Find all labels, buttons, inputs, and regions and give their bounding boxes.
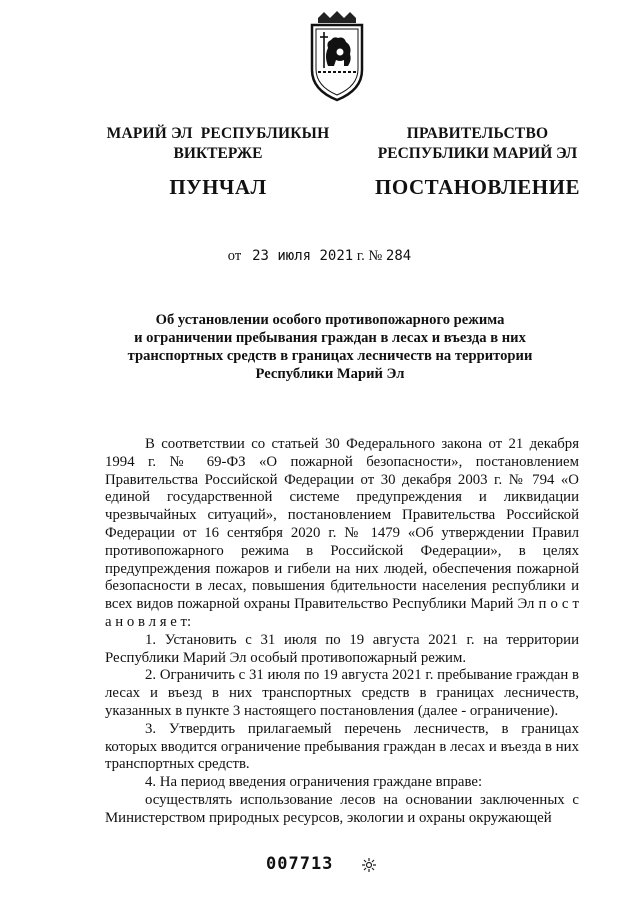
title-line: транспортных средств в границах лесничеств на территории [127,348,533,364]
header-left-marii [98,124,338,200]
header-right-line1: ПРАВИТЕЛЬСТВО [406,125,549,142]
document-title [80,311,580,383]
header-right-title: ПОСТАНОВЛЕНИЕ [375,175,580,199]
dateline-number: 284 [385,248,412,264]
coat-of-arms-emblem [298,10,376,102]
title-line: Об установлении особого противопожарного режима [155,312,505,328]
body-paragraph-item4: 4. На период введения ограничения граждане вправе: [145,774,483,791]
body-paragraph-item1: 1. Установить с 31 июля по 19 августа 2021 г. на территории Республики Марий Эл особый противопожарный режим. [105,631,579,666]
dateline-date: 23 июля 2021 [252,248,354,264]
body-paragraph-preamble: В соответствии со статьей 30 Федерального закона от 21 декабря 1994 г. № 69-ФЗ «О пожарной безопасности», постановлением Правительства Российской Федерации от 30 декабря 2003 г. № 794 «О единой государственной системе предупреждения и ликвидации чрезвычайных ситуаций», постановлением Правительства Российской Федерации от 16 сентября 2020 г. № 1479 «Об утверждении Правил противопожарного режима в Российской Федерации», в целях предупреждения пожаров и гибели на них людей, обеспечения пожарной безопасности в лесах, повышения бдительности населения республики и всех видов пожарной охраны Правительство Республики Марий Эл п о с т а н о в л я е т: [105,436,579,630]
body-paragraph-item4-sub: осуществлять использование лесов на основании заключенных с Министерством природных ресурсов, экологии и охраны окружающей [105,791,579,826]
title-line: и ограничении пребывания граждан в лесах и въезда в них [134,330,526,346]
document-dateline [0,248,639,265]
header-left-line1: МАРИЙ ЭЛ РЕСПУБЛИКЫН [106,125,330,142]
header-left-line2: ВИКТЕРЖЕ [173,145,263,162]
header-right-russian [365,124,590,200]
body-paragraph-item3: 3. Утвердить прилагаемый перечень лесничеств, в границах которых вводится ограничение пребывания граждан в лесах и въезда в них транспортных средств. [105,720,579,773]
dateline-mid: г. № [356,248,383,264]
body-paragraph-item2: 2. Ограничить с 31 июля по 19 августа 2021 г. пребывание граждан в лесах и въезд в них транспортных средств в границах лесничеств, указанных в пункте 3 настоящего постановления (далее - ограничение). [105,667,579,719]
document-body [105,436,579,828]
header-left-title: ПУНЧАЛ [169,175,267,199]
decorative-star-icon [362,858,376,872]
dateline-prefix: от [227,248,242,264]
document-serial-number: 007713 [266,854,334,874]
header-right-line2: РЕСПУБЛИКИ МАРИЙ ЭЛ [377,145,578,162]
title-line: Республики Марий Эл [255,366,405,382]
